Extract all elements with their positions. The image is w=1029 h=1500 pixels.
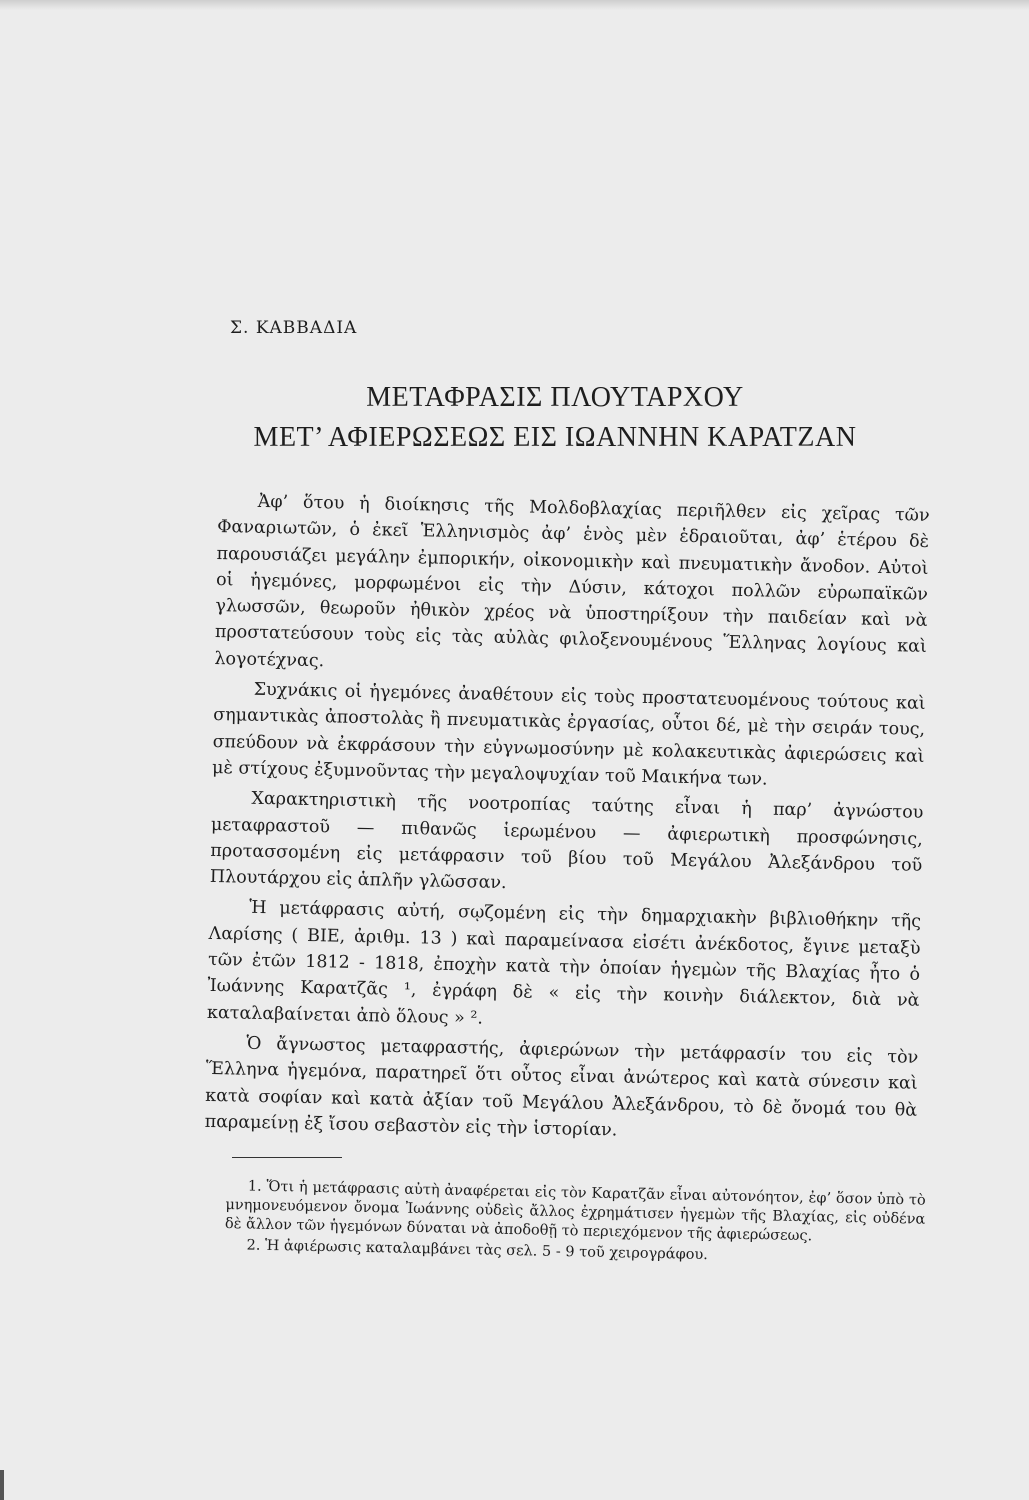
article-body — [204, 488, 929, 1154]
footnotes — [224, 1177, 926, 1272]
body-paragraph-1: Ἀφ’ ὅτου ἡ διοίκησις τῆς Μολδοβλαχίας περιῆλθεν εἰς χεῖρας τῶν Φαναριωτῶν, ὁ ἐκεῖ Ἑλληνισμὸς ἀφ’ ἑνὸς μὲν ἑδραιοῦται, ἀφ’ ἑτέρου δὲ παρουσιάζει μεγάλην ἐμπορικήν, οἰκονομικὴν καὶ πνευματικὴν ἄνοδον. Αὐτοὶ οἱ ἡγεμόνες, μορφωμένοι εἰς τὴν Δύσιν, κάτοχοι πολλῶν εὐρωπαϊκῶν γλωσσῶν, θεωροῦν ἠθικὸν χρέος νὰ ὑποστηρίξουν τὴν παιδείαν καὶ νὰ προστατεύσουν τοὺς εἰς τὰς αὐλὰς φιλοξενουμένους Ἕλληνας λογίους καὶ λογοτέχνας. — [214, 491, 930, 672]
footnote-1: 1. Ὅτι ἡ μετάφρασις αὐτὴ ἀναφέρεται εἰς τὸν Καρατζᾶν εἶναι αὐτονόητον, ἐφ’ ὅσον ὑπὸ τὸ μνημονευόμενον ὄνομα Ἰωάννης οὐδεὶς ἄλλος ἐχρημάτισεν ἡγεμὼν τῆς Βλαχίας, εἰς οὐδένα δὲ ἄλλον τῶν ἡγεμόνων δύναται νὰ ἀποδοθῇ τὸ περιεχόμενον τῆς ἀφιερώσεως. — [224, 1178, 926, 1245]
body-paragraph-5: Ὁ ἄγνωστος μεταφραστής, ἀφιερώνων τὴν μετάφρασίν του εἰς τὸν Ἕλληνα ἡγεμόνα, παρατηρεῖ ὅτι οὗτος εἶναι ἀνώτερος καὶ κατὰ σύνεσιν καὶ κατὰ σοφίαν καὶ κατὰ ἀξίαν τοῦ Μεγάλου Ἀλεξάνδρου, τὸ δὲ ὄνομά του θὰ παραμείνῃ ἐξ ἴσου σεβαστὸν εἰς τὴν ἱστορίαν. — [204, 1033, 919, 1141]
author-name: Σ. ΚΑΒΒΑΔΙΑ — [230, 318, 358, 338]
body-paragraph-4: Ἡ μετάφρασις αὐτή, σῳζομένη εἰς τὴν δημαρχιακὴν βιβλιοθήκην τῆς Λαρίσης ( ΒΙΕ, ἀριθμ. 13 ) καὶ παραμείνασα εἰσέτι ἀνέκδοτος, ἔγινε μεταξὺ τῶν ἐτῶν 1812 - 1818, ἐποχὴν κατὰ τὴν ὁποίαν ἡγεμὼν τῆς Βλαχίας ἦτο ὁ Ἰωάννης Καρατζᾶς ¹, ἐγράφη δὲ « εἰς τὴν κοινὴν διάλεκτον, διὰ νὰ καταλαβαίνεται ἀπὸ ὅλους » ². — [206, 898, 922, 1029]
footnote-divider — [232, 1157, 342, 1158]
body-paragraph-2: Συχνάκις οἱ ἡγεμόνες ἀναθέτουν εἰς τοὺς προστατευομένους τούτους καὶ σημαντικὰς ἀποστολὰς ἢ πνευματικὰς ἐργασίας, οὗτοι δέ, μὲ τὴν σειράν τους, σπεύδουν νὰ ἐκφράσουν τὴν εὐγνωμοσύνην μὲ κολακευτικὰς ἀφιερώσεις καὶ μὲ στίχους ἐξυμνοῦντας τὴν μεγαλοψυχίαν τοῦ Μαικήνα των. — [211, 679, 926, 790]
scan-edge-mark — [0, 1470, 4, 1500]
footnote-2: 2. Ἡ ἀφιέρωσις καταλαμβάνει τὰς σελ. 5 - 9 τοῦ χειρογράφου. — [246, 1237, 708, 1264]
body-paragraph-3: Χαρακτηριστικὴ τῆς νοοτροπίας ταύτης εἶναι ἡ παρ’ ἀγνώστου μεταφραστοῦ — πιθανῶς ἱερωμένου — ἀφιερωτικὴ προσφώνησις, προτασσομένη εἰς μετάφρασιν τοῦ βίου τοῦ Μεγάλου Ἀλεξάνδρου τοῦ Πλουτάρχου εἰς ἁπλῆν γλῶσσαν. — [209, 789, 924, 894]
article-title-line-1: ΜΕΤΑΦΡΑΣΙΣ ΠΛΟΥΤΑΡΧΟΥ — [366, 382, 744, 413]
article-title-line-2: ΜΕΤ’ ΑΦΙΕΡΩΣΕΩΣ ΕΙΣ ΙΩΑΝΝΗΝ ΚΑΡΑΤΖΑΝ — [253, 422, 857, 453]
